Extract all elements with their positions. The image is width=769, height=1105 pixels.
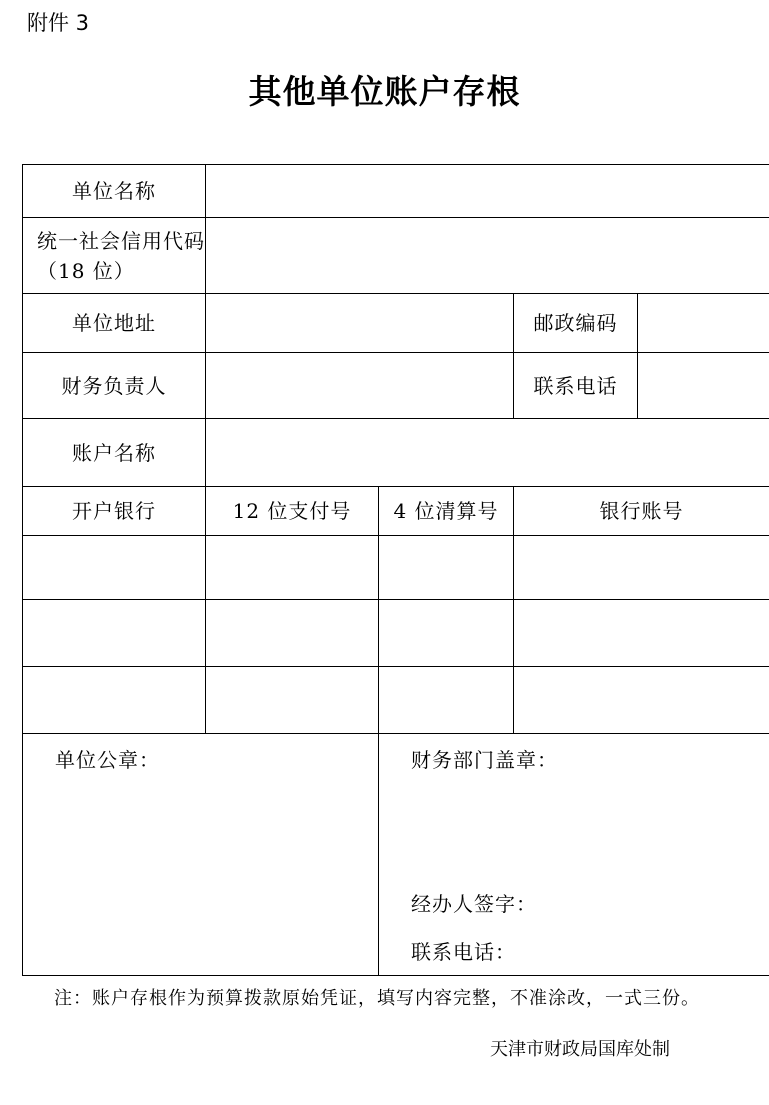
postcode-field[interactable] bbox=[638, 294, 769, 353]
bank-header-account-number: 银行账号 bbox=[514, 487, 769, 536]
account-name-field[interactable] bbox=[206, 419, 769, 487]
table-row bbox=[23, 667, 769, 734]
clearing-number-cell[interactable] bbox=[379, 536, 514, 600]
unit-seal-label: 单位公章： bbox=[55, 748, 160, 772]
bank-cell[interactable] bbox=[23, 667, 206, 734]
credit-code-label: 统一社会信用代码（18 位） bbox=[23, 218, 206, 294]
finance-head-label: 财务负责人 bbox=[23, 353, 206, 419]
finance-seal-label: 财务部门盖章： bbox=[411, 748, 558, 772]
postcode-label: 邮政编码 bbox=[514, 294, 638, 353]
clearing-number-cell[interactable] bbox=[379, 600, 514, 667]
finance-head-field[interactable] bbox=[206, 353, 514, 419]
finance-seal-area[interactable] bbox=[379, 734, 769, 976]
account-number-cell[interactable] bbox=[514, 667, 769, 734]
unit-seal-area[interactable] bbox=[23, 734, 379, 976]
phone-label: 联系电话 bbox=[514, 353, 638, 419]
bank-cell[interactable] bbox=[23, 600, 206, 667]
unit-name-label: 单位名称 bbox=[23, 165, 206, 218]
account-number-cell[interactable] bbox=[514, 600, 769, 667]
payment-number-cell[interactable] bbox=[206, 667, 379, 734]
bank-header-bank: 开户银行 bbox=[23, 487, 206, 536]
bank-header-payment-number: 12 位支付号 bbox=[206, 487, 379, 536]
attachment-label: 附件 3 bbox=[27, 11, 90, 35]
payment-number-cell[interactable] bbox=[206, 600, 379, 667]
payment-number-cell[interactable] bbox=[206, 536, 379, 600]
address-label: 单位地址 bbox=[23, 294, 206, 353]
document-title: 其他单位账户存根 bbox=[248, 72, 521, 111]
phone-field[interactable] bbox=[638, 353, 769, 419]
address-field[interactable] bbox=[206, 294, 514, 353]
footnote: 注：账户存根作为预算拨款原始凭证，填写内容完整，不准涂改，一式三份。 bbox=[54, 988, 700, 1009]
account-name-label: 账户名称 bbox=[23, 419, 206, 487]
handler-phone-label: 联系电话： bbox=[411, 940, 516, 964]
handler-signature-label: 经办人签字： bbox=[411, 892, 537, 916]
credit-code-field[interactable] bbox=[206, 218, 769, 294]
bank-header-clearing-number: 4 位清算号 bbox=[379, 487, 514, 536]
account-stub-form bbox=[22, 164, 769, 976]
issuer-label: 天津市财政局国库处制 bbox=[490, 1039, 670, 1060]
table-row bbox=[23, 600, 769, 667]
table-row bbox=[23, 536, 769, 600]
account-number-cell[interactable] bbox=[514, 536, 769, 600]
bank-cell[interactable] bbox=[23, 536, 206, 600]
clearing-number-cell[interactable] bbox=[379, 667, 514, 734]
unit-name-field[interactable] bbox=[206, 165, 769, 218]
